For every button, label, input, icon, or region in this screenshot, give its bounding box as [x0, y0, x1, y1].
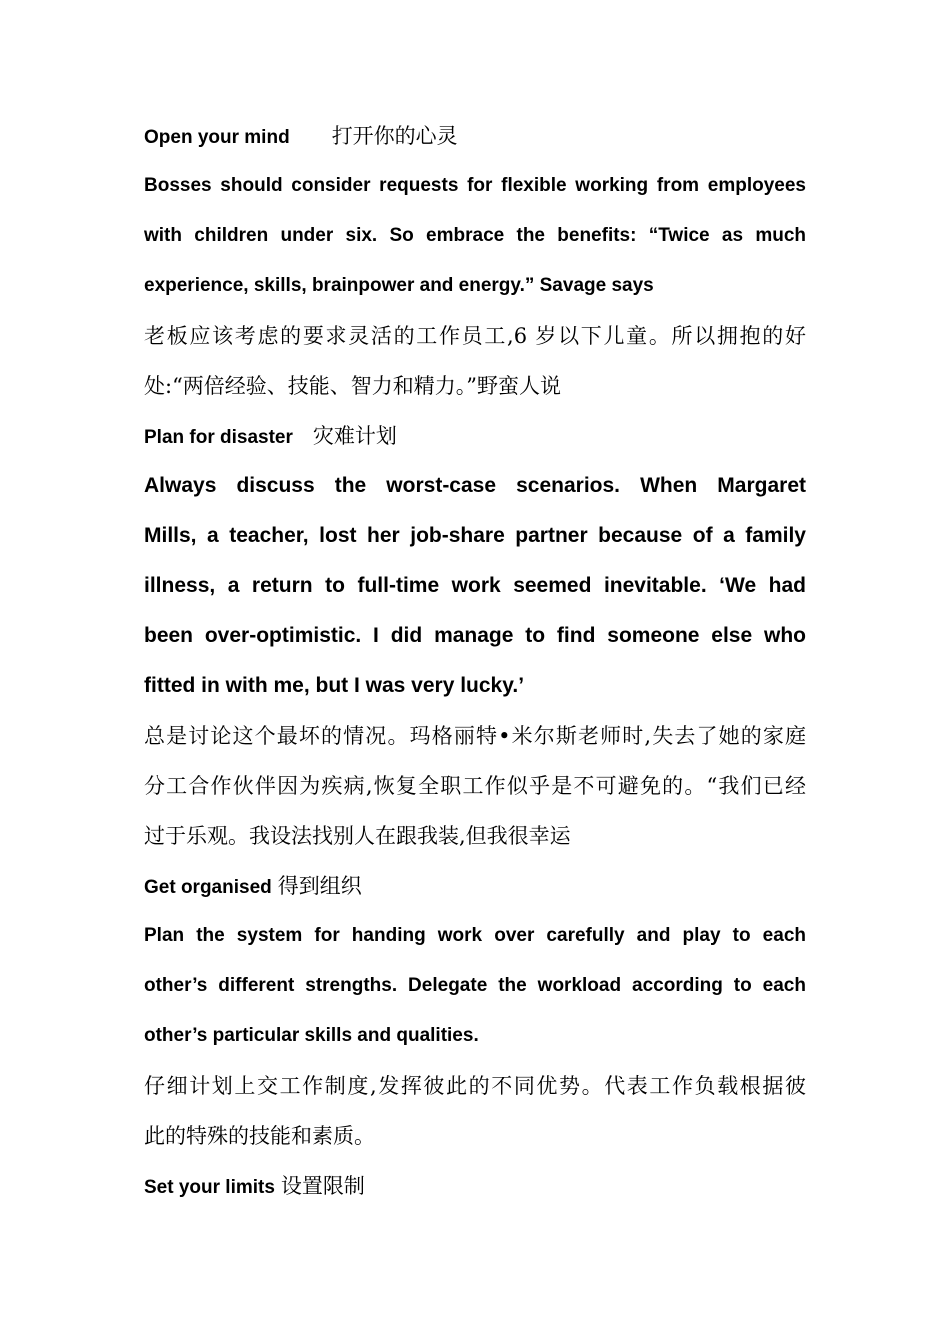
section-heading [144, 1161, 806, 1211]
paragraph-line-english: illness, a return to full-time work seemed inevitable. ‘We had [144, 574, 806, 597]
paragraph-line-english: Bosses should consider requests for flexible working from employees [144, 175, 806, 196]
paragraph-line-english: Mills, a teacher, lost her job-share partner because of a family [144, 524, 806, 547]
heading-chinese: 灾难计划 [312, 424, 397, 448]
paragraph-line-english: experience, skills, brainpower and energy.” Savage says [144, 275, 654, 296]
paragraph-line-english: been over-optimistic. I did manage to find someone else who [144, 624, 806, 647]
paragraph-line-chinese: 过于乐观。我设法找别人在跟我装,但我很幸运 [144, 824, 571, 848]
paragraph-line-english: Always discuss the worst-case scenarios. When Margaret [144, 474, 806, 497]
heading-english: Get organised [144, 877, 272, 898]
paragraph-line-english: fitted in with me, but I was very lucky.’ [144, 674, 525, 697]
heading-chinese: 设置限制 [280, 1174, 365, 1198]
paragraph-line-chinese: 老板应该考虑的要求灵活的工作员工,6 岁以下儿童。所以拥抱的好 [144, 324, 806, 348]
heading-chinese: 打开你的心灵 [331, 124, 458, 148]
heading-english: Open your mind [144, 127, 290, 148]
paragraph-line-english: other’s different strengths. Delegate the workload according to each [144, 975, 806, 996]
paragraph-line-english: other’s particular skills and qualities. [144, 1025, 479, 1046]
section-heading [144, 861, 806, 911]
paragraph-line-chinese: 总是讨论这个最坏的情况。玛格丽特•米尔斯老师时,失去了她的家庭 [144, 724, 806, 748]
section-heading [144, 111, 806, 161]
paragraph-line-english: Plan the system for handing work over carefully and play to each [144, 925, 806, 946]
heading-english: Set your limits [144, 1177, 275, 1198]
heading-english: Plan for disaster [144, 427, 293, 448]
paragraph-line-english: with children under six. So embrace the benefits: “Twice as much [144, 225, 806, 246]
paragraph-line-chinese: 此的特殊的技能和素质。 [144, 1124, 375, 1148]
heading-chinese: 得到组织 [277, 874, 362, 898]
paragraph-line-chinese: 分工合作伙伴因为疾病,恢复全职工作似乎是不可避免的。“我们已经 [144, 774, 806, 798]
document-page [144, 111, 806, 1211]
paragraph-line-chinese: 处:“两倍经验、技能、智力和精力。”野蛮人说 [144, 374, 562, 398]
paragraph-line-chinese: 仔细计划上交工作制度,发挥彼此的不同优势。代表工作负载根据彼 [144, 1074, 806, 1098]
section-heading [144, 411, 806, 461]
